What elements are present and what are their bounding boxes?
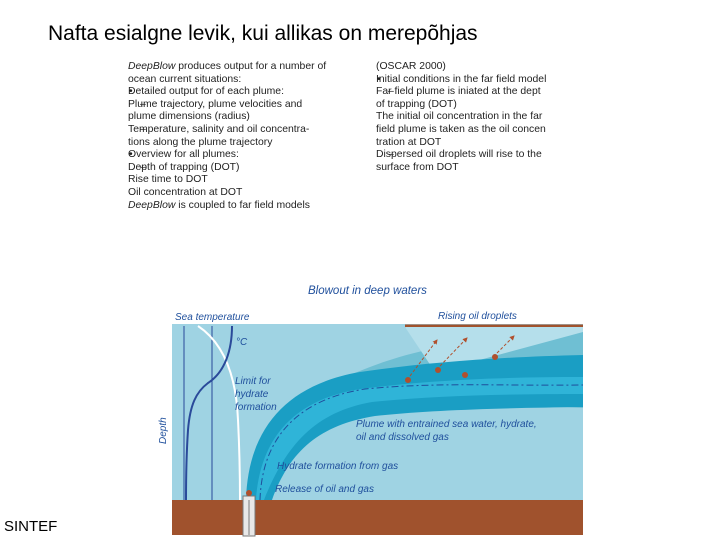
label-plume-2: oil and dissolved gas [356,432,449,443]
release-point [246,490,252,496]
outro-rest: is coupled to far field models [175,199,310,211]
label-hydrate-limit-1: Limit for [235,376,271,387]
oil-droplet-3 [462,372,468,378]
slide-title: Nafta esialgne levik, kui allikas on merepõhjas [48,22,478,45]
intro-line-2: ocean current situations: [128,73,242,85]
footer-sintef: SINTEF [4,518,58,535]
intro-rest: produces output for a number of [175,61,327,72]
dash-plume-trajectory-cont: plume dimensions (radius) [128,111,250,123]
label-hydrate-formation: Hydrate formation from gas [277,461,399,472]
bullet-overview: • Overview for all plumes: [128,149,326,162]
label-plume-1: Plume with entrained sea water, hydrate, [356,419,537,430]
dash-dispersed: – Dispersed oil droplets will rise to the [376,149,546,162]
diagram-title: Blowout in deep waters [308,285,427,297]
label-rising-droplets: Rising oil droplets [438,311,517,322]
item-initial-oil-2: field plume is taken as the oil concen [376,123,546,135]
item-rise-time: Rise time to DOT [128,174,208,186]
dash-far-field: – Far field plume is iniated at the dept [376,86,546,99]
dash-depth-trapping: – Depth of trapping (DOT) [128,162,326,175]
label-hydrate-limit-3: formation [235,402,277,413]
oil-droplet-1 [405,377,411,383]
reference: (OSCAR 2000) [376,61,446,72]
label-sea-temperature: Sea temperature [175,312,250,323]
dash-temperature-cont: tions along the plume trajectory [128,136,273,148]
label-unit: °C [236,337,248,348]
label-depth: Depth [158,417,169,444]
item-oil-concentration: Oil concentration at DOT [128,186,243,198]
label-release: Release of oil and gas [275,484,374,495]
bullet-initial-conditions: • Initial conditions in the far field model [376,74,546,87]
oil-droplet-2 [435,367,441,373]
model-name-2: DeepBlow [128,199,176,211]
item-initial-oil-3: tration at DOT [376,136,442,148]
item-initial-oil-1: The initial oil concentration in the far [376,111,543,123]
dash-far-field-cont: of trapping (DOT) [376,98,457,110]
label-hydrate-limit-2: hydrate [235,389,269,400]
seabed [172,500,583,535]
dash-dispersed-cont: surface from DOT [376,161,459,173]
bullet-detailed-output: • Detailed output for of each plume: [128,86,326,99]
dash-temperature: – Temperature, salinity and oil concentra- [128,124,326,137]
oil-droplet-4 [492,354,498,360]
dash-plume-trajectory: – Plume trajectory, plume velocities and [128,99,326,112]
model-name: DeepBlow [128,61,176,72]
